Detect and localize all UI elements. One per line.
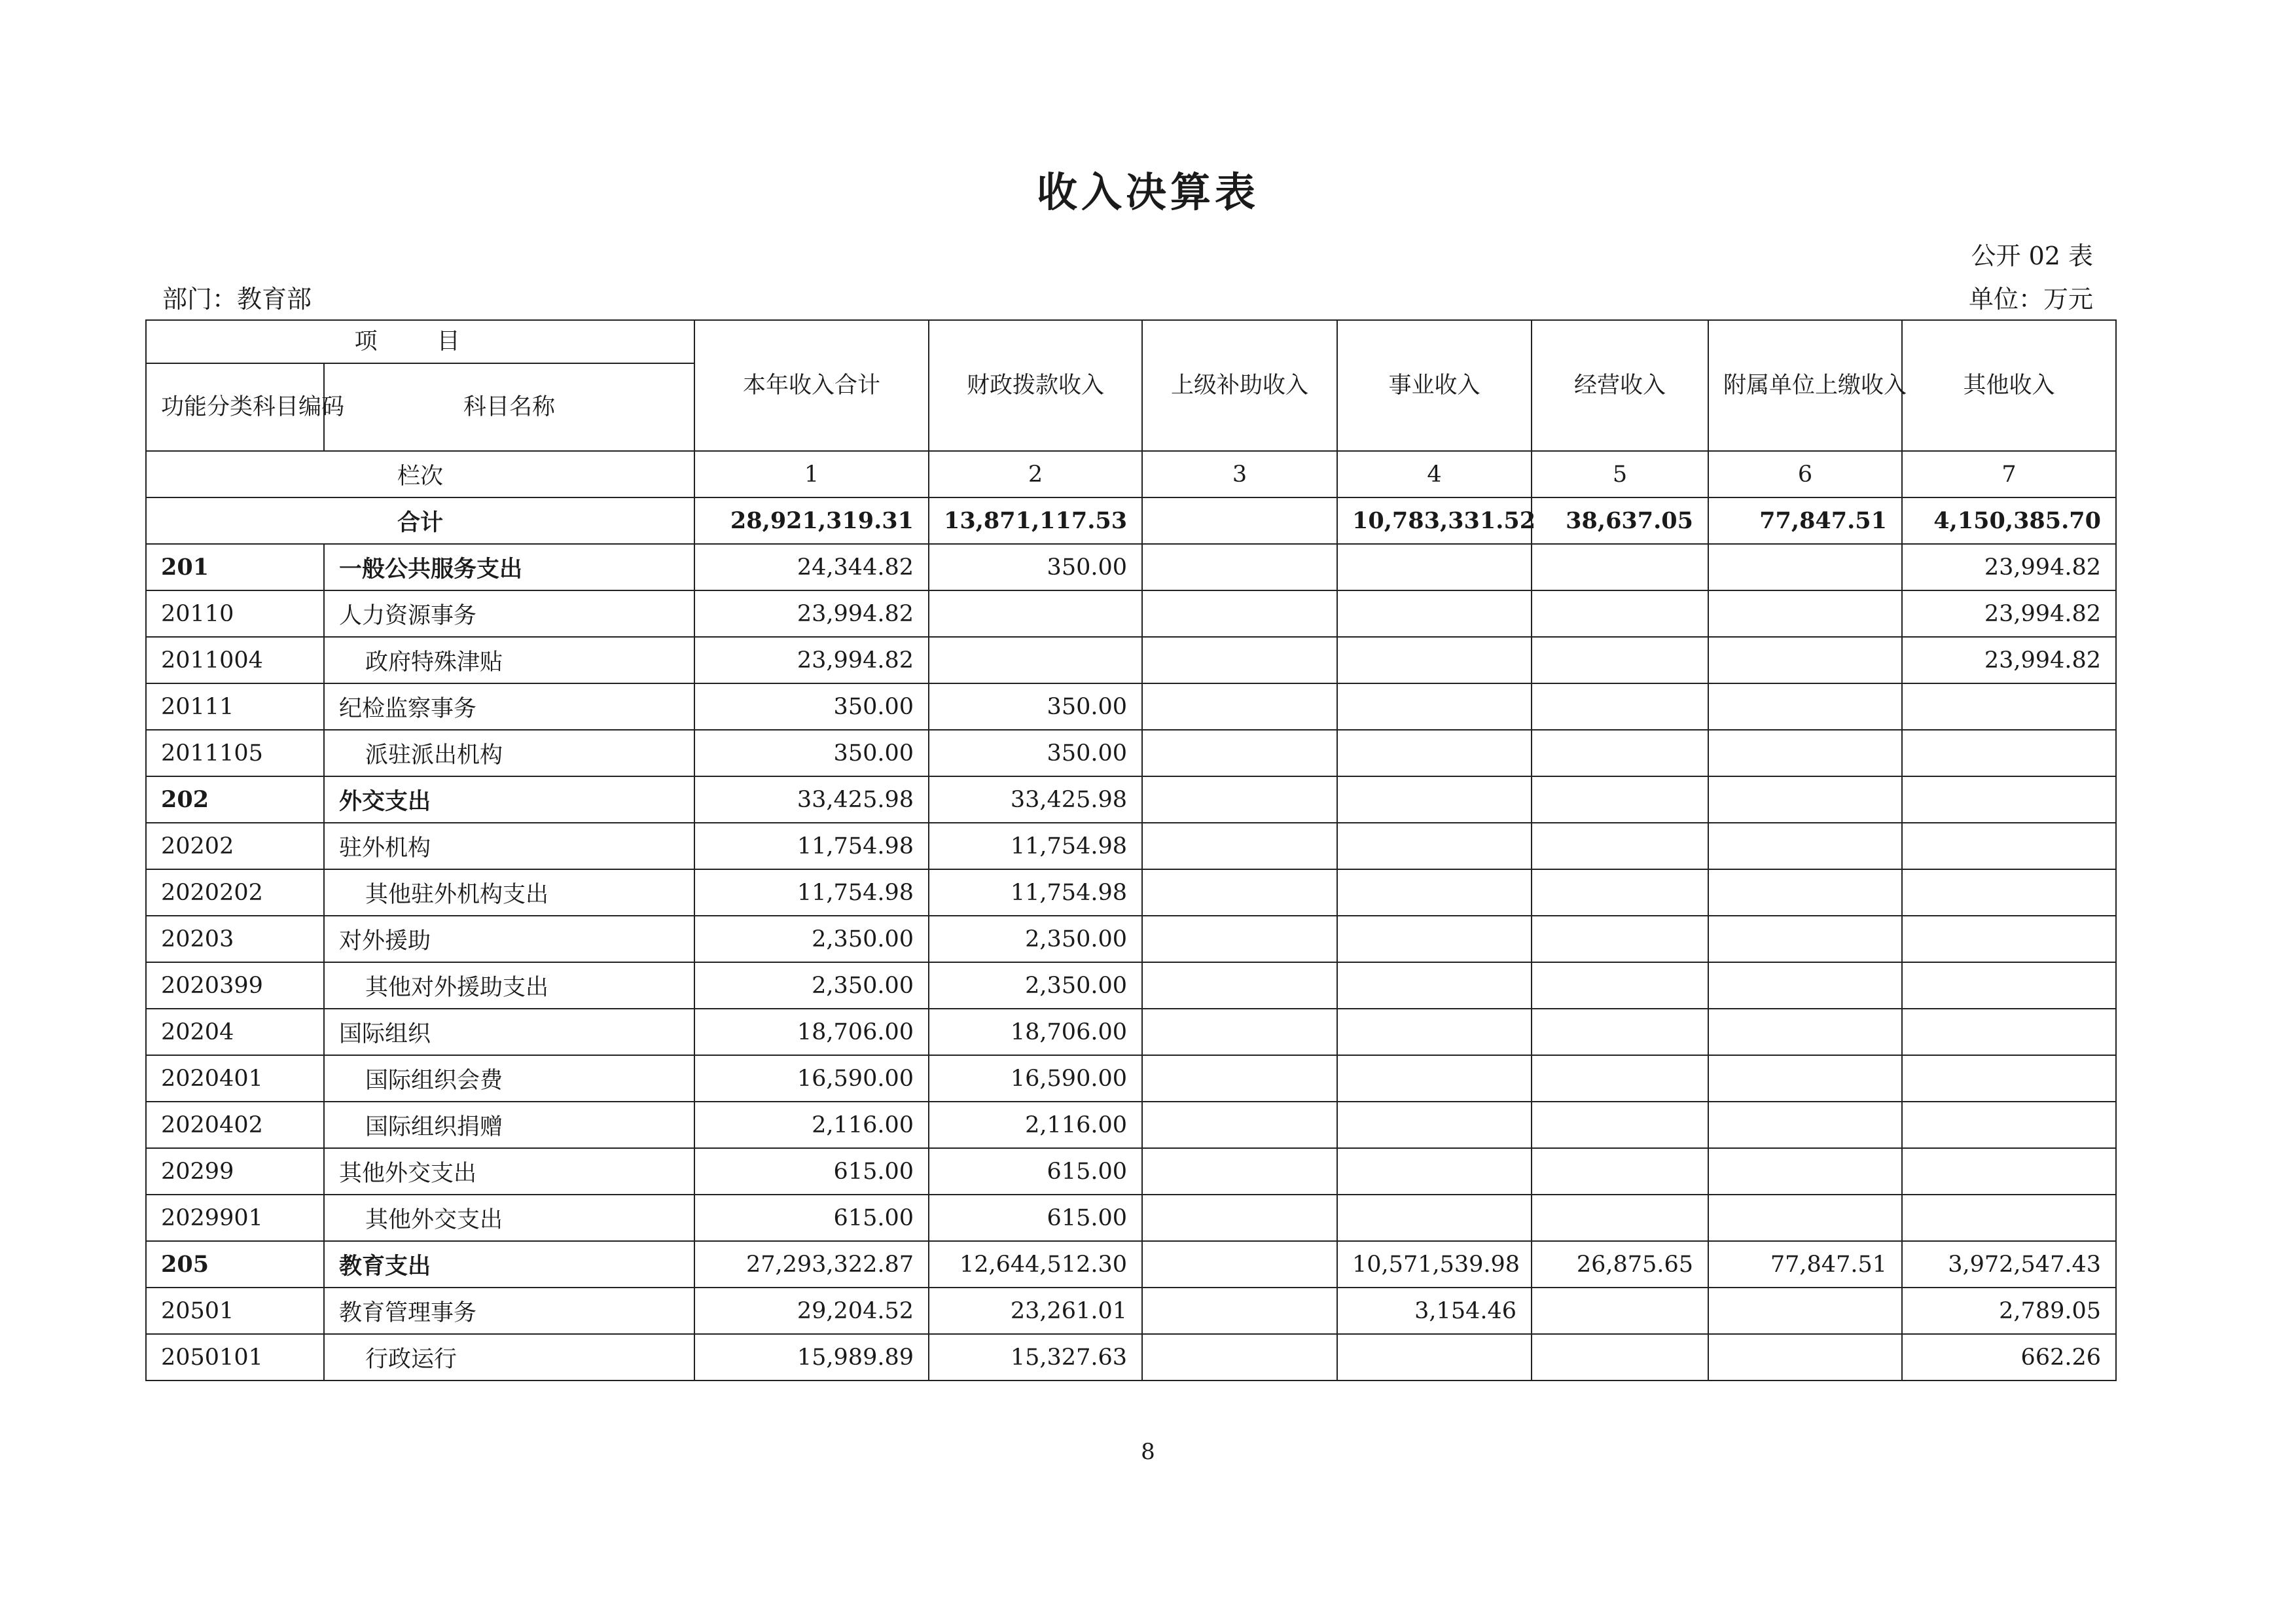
row-name: 国际组织捐赠 [324,1102,694,1148]
row-value: 23,994.82 [694,590,929,637]
row-value: 350.00 [694,683,929,730]
row-code: 20299 [146,1148,324,1195]
row-value: 33,425.98 [929,776,1142,823]
row-code: 2011105 [146,730,324,776]
row-value [1337,1148,1532,1195]
row-value [1708,916,1902,962]
row-code: 20111 [146,683,324,730]
row-value [1532,730,1708,776]
row-value: 12,644,512.30 [929,1241,1142,1288]
row-value [1142,1241,1337,1288]
row-value: 11,754.98 [694,823,929,869]
row-value [1532,590,1708,637]
table-row [146,823,2116,869]
item-header: 项 目 [146,320,694,363]
row-value: 29,204.52 [694,1288,929,1334]
table-row [146,1195,2116,1241]
table-row [146,637,2116,683]
row-value: 16,590.00 [929,1055,1142,1102]
unit-label: 单位：万元 [1968,285,2093,314]
row-value: 350.00 [929,544,1142,590]
row-value: 16,590.00 [694,1055,929,1102]
table-row [146,683,2116,730]
row-value [1532,637,1708,683]
row-value [1337,1334,1532,1380]
row-value [1708,544,1902,590]
row-value [1337,776,1532,823]
row-value: 3,972,547.43 [1902,1241,2116,1288]
row-name: 教育支出 [324,1241,694,1288]
row-value: 2,116.00 [929,1102,1142,1148]
row-code: 2020202 [146,869,324,916]
row-value: 3,154.46 [1337,1288,1532,1334]
row-value [1337,1055,1532,1102]
row-value: 18,706.00 [929,1009,1142,1055]
row-value [1902,1009,2116,1055]
header-row-1 [146,320,2116,363]
column-number-row [146,451,2116,497]
row-code: 20202 [146,823,324,869]
table-row [146,1241,2116,1288]
row-value [1337,823,1532,869]
row-value [1708,1148,1902,1195]
row-value: 2,350.00 [694,962,929,1009]
row-value: 615.00 [929,1195,1142,1241]
table-row [146,1009,2116,1055]
row-name: 一般公共服务支出 [324,544,694,590]
row-value: 23,994.82 [1902,637,2116,683]
total-value [1142,497,1337,544]
row-value: 350.00 [929,730,1142,776]
col-header-1: 本年收入合计 [694,320,929,451]
row-value: 10,571,539.98 [1337,1241,1532,1288]
row-value [1902,776,2116,823]
row-value [1532,544,1708,590]
row-value [1142,776,1337,823]
row-value [1708,869,1902,916]
col-header-6: 附属单位上缴收入 [1708,320,1902,451]
row-value [1708,776,1902,823]
table-row [146,776,2116,823]
row-value [1532,869,1708,916]
row-value [1708,683,1902,730]
row-name: 教育管理事务 [324,1288,694,1334]
row-value [1902,1102,2116,1148]
row-value: 11,754.98 [929,823,1142,869]
row-value: 26,875.65 [1532,1241,1708,1288]
income-statement-table [145,319,2117,1381]
row-value [1142,1102,1337,1148]
row-value [1142,916,1337,962]
column-number: 1 [694,451,929,497]
row-value [929,590,1142,637]
table-row [146,1288,2116,1334]
row-value: 2,116.00 [694,1102,929,1148]
row-value [1532,1334,1708,1380]
row-value [1708,637,1902,683]
row-name: 其他驻外机构支出 [324,869,694,916]
name-header: 科目名称 [324,363,694,451]
column-number-label: 栏次 [146,451,694,497]
row-value [1532,962,1708,1009]
row-value: 2,350.00 [694,916,929,962]
column-number: 5 [1532,451,1708,497]
row-value [1532,823,1708,869]
row-value [1142,869,1337,916]
row-value [1902,1148,2116,1195]
row-value [1708,730,1902,776]
total-value: 28,921,319.31 [694,497,929,544]
page-title: 收入决算表 [1036,168,1259,216]
code-header: 功能分类科目编码 [146,363,324,451]
row-value: 15,989.89 [694,1334,929,1380]
row-value [1337,730,1532,776]
row-value: 2,350.00 [929,962,1142,1009]
row-value: 33,425.98 [694,776,929,823]
row-code: 20501 [146,1288,324,1334]
row-code: 202 [146,776,324,823]
row-value [1708,1102,1902,1148]
row-value [1532,1288,1708,1334]
row-name: 政府特殊津贴 [324,637,694,683]
row-value [1142,1055,1337,1102]
row-name: 纪检监察事务 [324,683,694,730]
row-code: 205 [146,1241,324,1288]
row-value [1337,590,1532,637]
row-value [1902,823,2116,869]
row-value [1142,1009,1337,1055]
row-value: 615.00 [929,1148,1142,1195]
row-name: 驻外机构 [324,823,694,869]
col-header-5: 经营收入 [1532,320,1708,451]
row-code: 20110 [146,590,324,637]
row-value [1142,1288,1337,1334]
row-value [1142,637,1337,683]
page-number: 8 [1141,1439,1155,1465]
row-value [1708,1009,1902,1055]
row-value [1532,1055,1708,1102]
total-value: 38,637.05 [1532,497,1708,544]
row-value [1708,1055,1902,1102]
department-label: 部门：教育部 [162,285,312,314]
row-value [1142,1195,1337,1241]
row-value [1902,730,2116,776]
row-value: 23,261.01 [929,1288,1142,1334]
row-value [1532,1195,1708,1241]
row-value [1532,916,1708,962]
row-value: 23,994.82 [1902,590,2116,637]
row-value [1337,637,1532,683]
table-row [146,1055,2116,1102]
row-code: 2050101 [146,1334,324,1380]
row-value [1708,590,1902,637]
row-value [1902,916,2116,962]
table-row [146,590,2116,637]
form-number: 公开 02 表 [1971,242,2093,270]
row-value [1142,683,1337,730]
row-value: 24,344.82 [694,544,929,590]
col-header-3: 上级补助收入 [1142,320,1337,451]
table-row [146,1148,2116,1195]
row-name: 行政运行 [324,1334,694,1380]
row-name: 其他外交支出 [324,1195,694,1241]
row-value: 15,327.63 [929,1334,1142,1380]
row-value [1902,1055,2116,1102]
row-code: 2020402 [146,1102,324,1148]
row-value [1708,1195,1902,1241]
row-name: 外交支出 [324,776,694,823]
total-value: 77,847.51 [1708,497,1902,544]
table-row [146,730,2116,776]
row-value: 350.00 [694,730,929,776]
row-code: 20204 [146,1009,324,1055]
row-value: 23,994.82 [1902,544,2116,590]
table-row [146,1102,2116,1148]
row-value: 615.00 [694,1148,929,1195]
row-value [1337,1102,1532,1148]
col-header-2: 财政拨款收入 [929,320,1142,451]
table-row [146,1334,2116,1380]
row-code: 201 [146,544,324,590]
row-value: 662.26 [1902,1334,2116,1380]
table-row [146,869,2116,916]
total-value: 10,783,331.52 [1337,497,1532,544]
row-value [1708,962,1902,1009]
row-value: 27,293,322.87 [694,1241,929,1288]
row-value [1337,1195,1532,1241]
row-value: 350.00 [929,683,1142,730]
row-value [1902,962,2116,1009]
table-row [146,962,2116,1009]
row-code: 2029901 [146,1195,324,1241]
column-number: 4 [1337,451,1532,497]
column-number: 7 [1902,451,2116,497]
row-value: 77,847.51 [1708,1241,1902,1288]
row-code: 2020399 [146,962,324,1009]
row-value [1708,1334,1902,1380]
row-value [1142,1334,1337,1380]
row-value [1142,544,1337,590]
total-value: 4,150,385.70 [1902,497,2116,544]
row-value [1708,823,1902,869]
row-value [1337,1009,1532,1055]
table-row [146,544,2116,590]
row-value: 615.00 [694,1195,929,1241]
row-value [1902,1195,2116,1241]
row-value: 11,754.98 [694,869,929,916]
row-value [1337,683,1532,730]
row-name: 国际组织 [324,1009,694,1055]
row-code: 2020401 [146,1055,324,1102]
row-value: 18,706.00 [694,1009,929,1055]
row-value [1902,869,2116,916]
table-row [146,916,2116,962]
row-name: 对外援助 [324,916,694,962]
row-value [929,637,1142,683]
row-code: 2011004 [146,637,324,683]
row-value [1142,962,1337,1009]
row-name: 人力资源事务 [324,590,694,637]
column-number: 3 [1142,451,1337,497]
row-value [1708,1288,1902,1334]
row-value [1337,544,1532,590]
row-value [1337,869,1532,916]
row-value [1142,730,1337,776]
row-value [1902,683,2116,730]
column-number: 6 [1708,451,1902,497]
row-value [1532,776,1708,823]
row-value: 2,350.00 [929,916,1142,962]
row-value [1532,1009,1708,1055]
col-header-7: 其他收入 [1902,320,2116,451]
row-value [1142,1148,1337,1195]
row-name: 派驻派出机构 [324,730,694,776]
row-value [1532,683,1708,730]
row-value [1532,1102,1708,1148]
col-header-4: 事业收入 [1337,320,1532,451]
row-value: 11,754.98 [929,869,1142,916]
row-value: 23,994.82 [694,637,929,683]
row-value [1142,823,1337,869]
row-code: 20203 [146,916,324,962]
row-value: 2,789.05 [1902,1288,2116,1334]
column-number: 2 [929,451,1142,497]
row-value [1532,1148,1708,1195]
total-value: 13,871,117.53 [929,497,1142,544]
row-value [1337,916,1532,962]
row-name: 国际组织会费 [324,1055,694,1102]
total-label: 合计 [146,497,694,544]
row-name: 其他外交支出 [324,1148,694,1195]
total-row [146,497,2116,544]
row-name: 其他对外援助支出 [324,962,694,1009]
row-value [1142,590,1337,637]
row-value [1337,962,1532,1009]
